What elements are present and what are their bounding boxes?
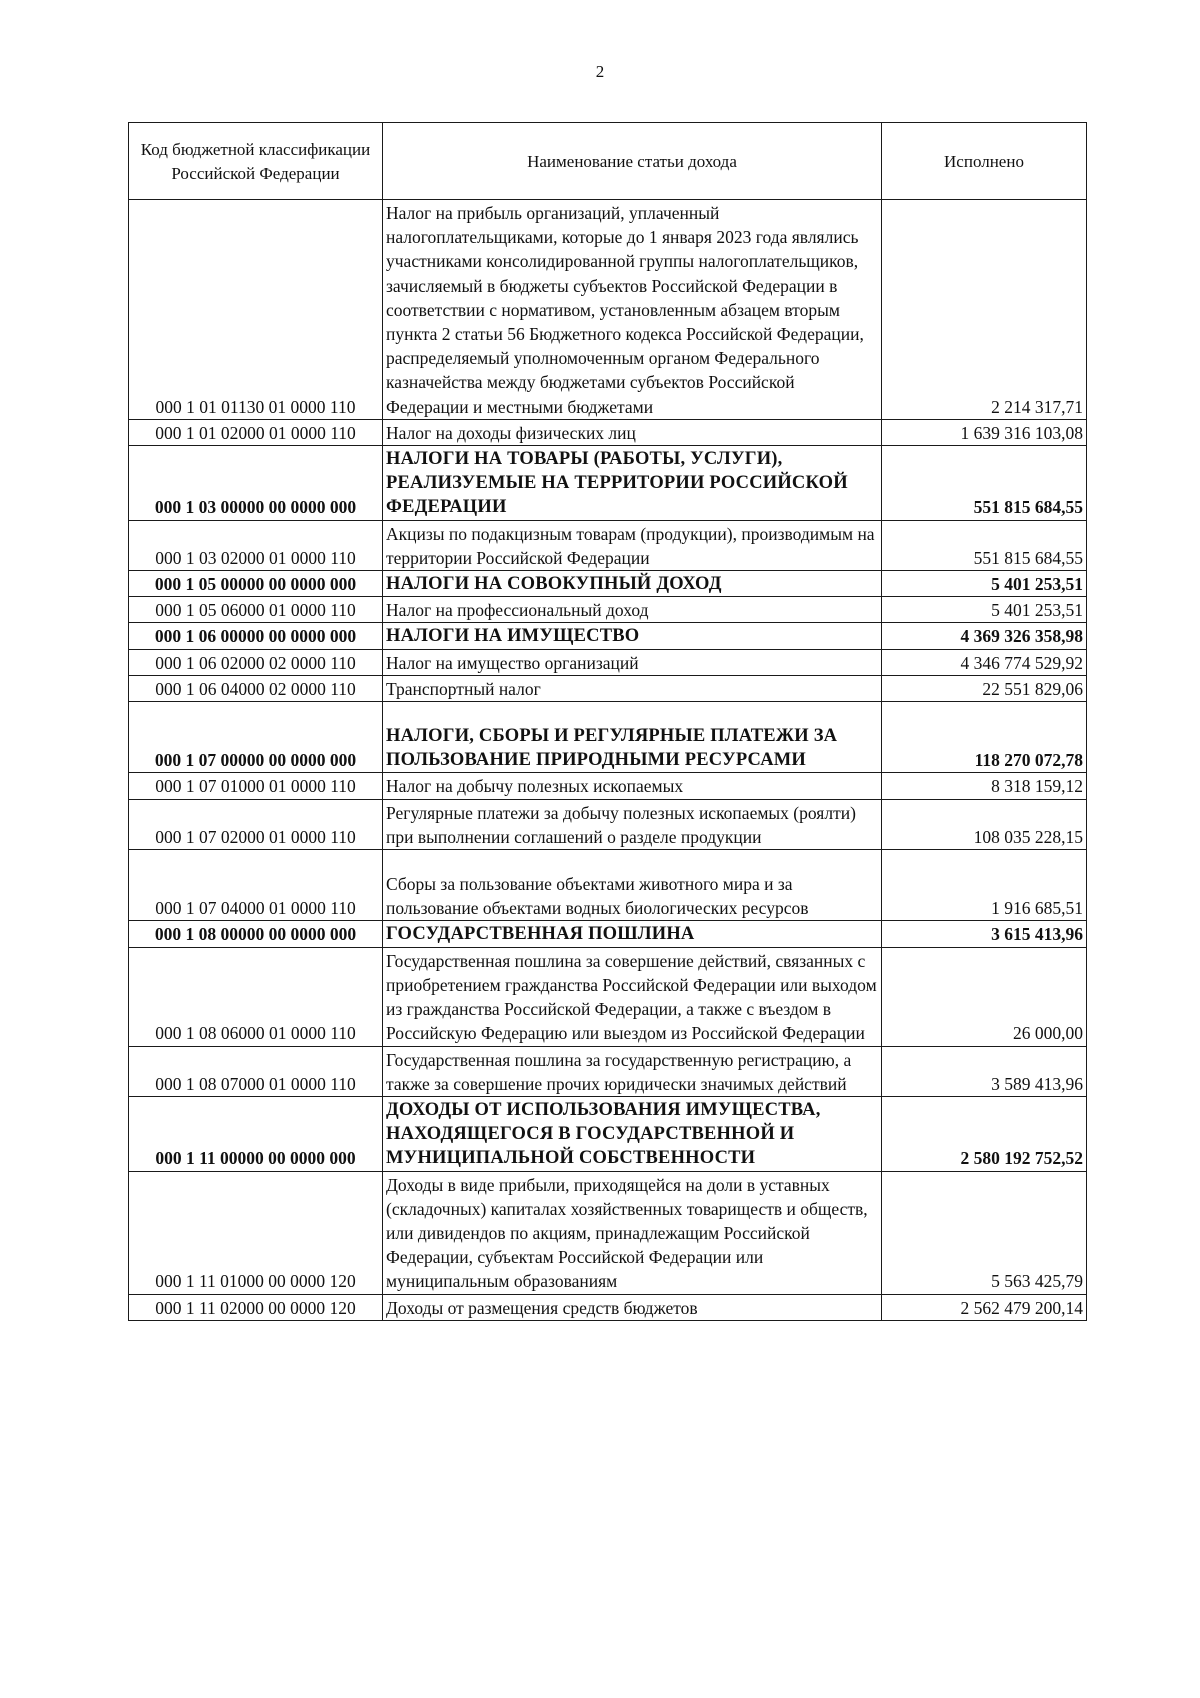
amount-cell: 108 035 228,15	[882, 799, 1087, 849]
code-cell: 000 1 07 01000 01 0000 110	[129, 773, 383, 799]
table-section-row	[129, 446, 1087, 521]
table-row	[129, 773, 1087, 799]
code-cell: 000 1 07 04000 01 0000 110	[129, 850, 383, 921]
table-row	[129, 419, 1087, 445]
code-cell: 000 1 07 00000 00 0000 000	[129, 702, 383, 773]
page-number: 2	[595, 62, 605, 81]
name-cell: Доходы в виде прибыли, приходящейся на доли в уставных (складочных) капиталах хозяйственных товариществ и обществ, или дивидендов по акциям, принадлежащим Российской Федерации, субъектам Российской Федерации или муниципальным образованиям	[383, 1171, 882, 1294]
name-cell: ГОСУДАРСТВЕННАЯ ПОШЛИНА	[383, 921, 882, 947]
amount-cell: 551 815 684,55	[882, 520, 1087, 570]
amount-cell: 5 401 253,51	[882, 571, 1087, 597]
table-section-row	[129, 1096, 1087, 1171]
table-row	[129, 947, 1087, 1046]
table-section-row	[129, 623, 1087, 649]
table-row	[129, 1294, 1087, 1320]
name-cell: ДОХОДЫ ОТ ИСПОЛЬЗОВАНИЯ ИМУЩЕСТВА, НАХОДЯЩЕГОСЯ В ГОСУДАРСТВЕННОЙ И МУНИЦИПАЛЬНОЙ СОБСТВЕННОСТИ	[383, 1096, 882, 1171]
name-cell: Регулярные платежи за добычу полезных ископаемых (роялти) при выполнении соглашений о разделе продукции	[383, 799, 882, 849]
name-cell: Налог на имущество организаций	[383, 649, 882, 675]
name-cell: Доходы от размещения средств бюджетов	[383, 1294, 882, 1320]
code-cell: 000 1 06 00000 00 0000 000	[129, 623, 383, 649]
code-cell: 000 1 05 00000 00 0000 000	[129, 571, 383, 597]
amount-cell: 3 589 413,96	[882, 1046, 1087, 1096]
header-code: Код бюджетной классификации Российской Федерации	[129, 123, 383, 200]
amount-cell: 4 369 326 358,98	[882, 623, 1087, 649]
amount-cell: 4 346 774 529,92	[882, 649, 1087, 675]
amount-cell: 2 580 192 752,52	[882, 1096, 1087, 1171]
table-body	[129, 200, 1087, 1321]
amount-cell: 22 551 829,06	[882, 675, 1087, 701]
table-row	[129, 675, 1087, 701]
table-row	[129, 649, 1087, 675]
code-cell: 000 1 11 01000 00 0000 120	[129, 1171, 383, 1294]
table-row	[129, 597, 1087, 623]
name-cell: Налог на добычу полезных ископаемых	[383, 773, 882, 799]
name-cell: НАЛОГИ, СБОРЫ И РЕГУЛЯРНЫЕ ПЛАТЕЖИ ЗА ПОЛЬЗОВАНИЕ ПРИРОДНЫМИ РЕСУРСАМИ	[383, 702, 882, 773]
amount-cell: 1 639 316 103,08	[882, 419, 1087, 445]
code-cell: 000 1 11 00000 00 0000 000	[129, 1096, 383, 1171]
table-section-row	[129, 702, 1087, 773]
table-row	[129, 1171, 1087, 1294]
amount-cell: 2 214 317,71	[882, 200, 1087, 420]
table-row	[129, 799, 1087, 849]
code-cell: 000 1 08 07000 01 0000 110	[129, 1046, 383, 1096]
code-cell: 000 1 06 02000 02 0000 110	[129, 649, 383, 675]
code-cell: 000 1 06 04000 02 0000 110	[129, 675, 383, 701]
name-cell: НАЛОГИ НА СОВОКУПНЫЙ ДОХОД	[383, 571, 882, 597]
revenue-table	[128, 122, 1087, 1321]
code-cell: 000 1 03 00000 00 0000 000	[129, 446, 383, 521]
amount-cell: 118 270 072,78	[882, 702, 1087, 773]
name-cell: Налог на прибыль организаций, уплаченный налогоплательщиками, которые до 1 января 2023 года являлись участниками консолидированной группы налогоплательщиков, зачисляемый в бюджеты субъектов Российской Федерации в соответствии с нормативом, установленным абзацем вторым пункта 2 статьи 56 Бюджетного кодекса Российской Федерации, распределяемый уполномоченным органом Федерального казначейства между бюджетами субъектов Российской Федерации и местными бюджетами	[383, 200, 882, 420]
table-row	[129, 850, 1087, 921]
name-cell: Налог на профессиональный доход	[383, 597, 882, 623]
code-cell: 000 1 11 02000 00 0000 120	[129, 1294, 383, 1320]
name-cell: Налог на доходы физических лиц	[383, 419, 882, 445]
table-row	[129, 520, 1087, 570]
code-cell: 000 1 03 02000 01 0000 110	[129, 520, 383, 570]
table-header-row	[129, 123, 1087, 200]
name-cell: Государственная пошлина за государственную регистрацию, а также за совершение прочих юридически значимых действий	[383, 1046, 882, 1096]
code-cell: 000 1 07 02000 01 0000 110	[129, 799, 383, 849]
name-cell: Сборы за пользование объектами животного мира и за пользование объектами водных биологических ресурсов	[383, 850, 882, 921]
amount-cell: 551 815 684,55	[882, 446, 1087, 521]
table-row	[129, 200, 1087, 420]
code-cell: 000 1 01 01130 01 0000 110	[129, 200, 383, 420]
code-cell: 000 1 08 06000 01 0000 110	[129, 947, 383, 1046]
table-section-row	[129, 921, 1087, 947]
amount-cell: 8 318 159,12	[882, 773, 1087, 799]
amount-cell: 3 615 413,96	[882, 921, 1087, 947]
name-cell: Транспортный налог	[383, 675, 882, 701]
header-name: Наименование статьи дохода	[383, 123, 882, 200]
amount-cell: 26 000,00	[882, 947, 1087, 1046]
amount-cell: 2 562 479 200,14	[882, 1294, 1087, 1320]
name-cell: НАЛОГИ НА ИМУЩЕСТВО	[383, 623, 882, 649]
table-section-row	[129, 571, 1087, 597]
amount-cell: 1 916 685,51	[882, 850, 1087, 921]
amount-cell: 5 563 425,79	[882, 1171, 1087, 1294]
name-cell: Государственная пошлина за совершение действий, связанных с приобретением гражданства Российской Федерации или выходом из гражданства Российской Федерации, а также с въездом в Российскую Федерацию или выездом из Российской Федерации	[383, 947, 882, 1046]
code-cell: 000 1 01 02000 01 0000 110	[129, 419, 383, 445]
name-cell: Акцизы по подакцизным товарам (продукции), производимым на территории Российской Федерации	[383, 520, 882, 570]
amount-cell: 5 401 253,51	[882, 597, 1087, 623]
code-cell: 000 1 08 00000 00 0000 000	[129, 921, 383, 947]
code-cell: 000 1 05 06000 01 0000 110	[129, 597, 383, 623]
header-amount: Исполнено	[882, 123, 1087, 200]
table-row	[129, 1046, 1087, 1096]
name-cell: НАЛОГИ НА ТОВАРЫ (РАБОТЫ, УСЛУГИ), РЕАЛИЗУЕМЫЕ НА ТЕРРИТОРИИ РОССИЙСКОЙ ФЕДЕРАЦИИ	[383, 446, 882, 521]
